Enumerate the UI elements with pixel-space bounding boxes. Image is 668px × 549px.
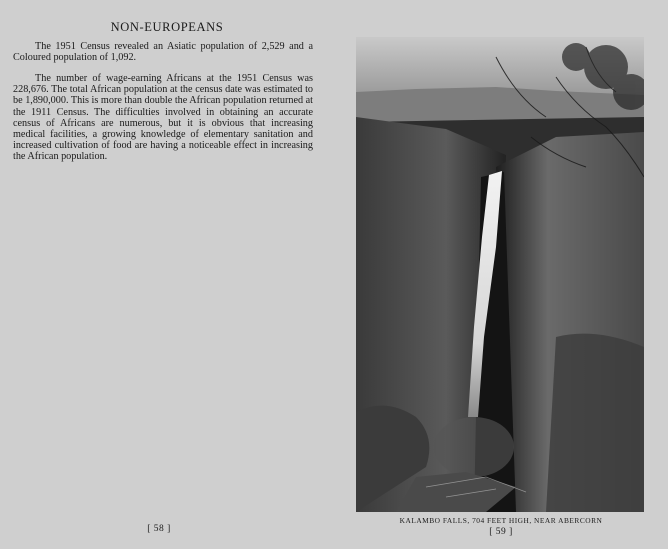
right-page xyxy=(334,0,668,549)
waterfall-photograph xyxy=(356,37,644,512)
page-number-left: [ 58 ] xyxy=(147,524,171,534)
paragraph-asiatic-population: The 1951 Census revealed an Asiatic population of 2,529 and a Coloured population of 1,092. xyxy=(13,41,313,64)
photo-caption: KALAMBO FALLS, 704 FEET HIGH, NEAR ABERCORN xyxy=(399,516,603,525)
paragraph-african-population: The number of wage-earning Africans at the 1951 Census was 228,676. The total African population at the census date was estimated to be 1,890,000. This is more than double the African population returned at the 1911 Census. The difficulties involved in obtaining an accurate census of Africans are numerous, but it is obvious that increasing medical facilities, a growing knowledge of elementary sanitation and increased cultivation of food are having a noticeable effect in increasing the African population. xyxy=(13,73,313,163)
page-heading: NON-EUROPEANS xyxy=(110,20,224,34)
page-number-right: [ 59 ] xyxy=(489,527,513,537)
